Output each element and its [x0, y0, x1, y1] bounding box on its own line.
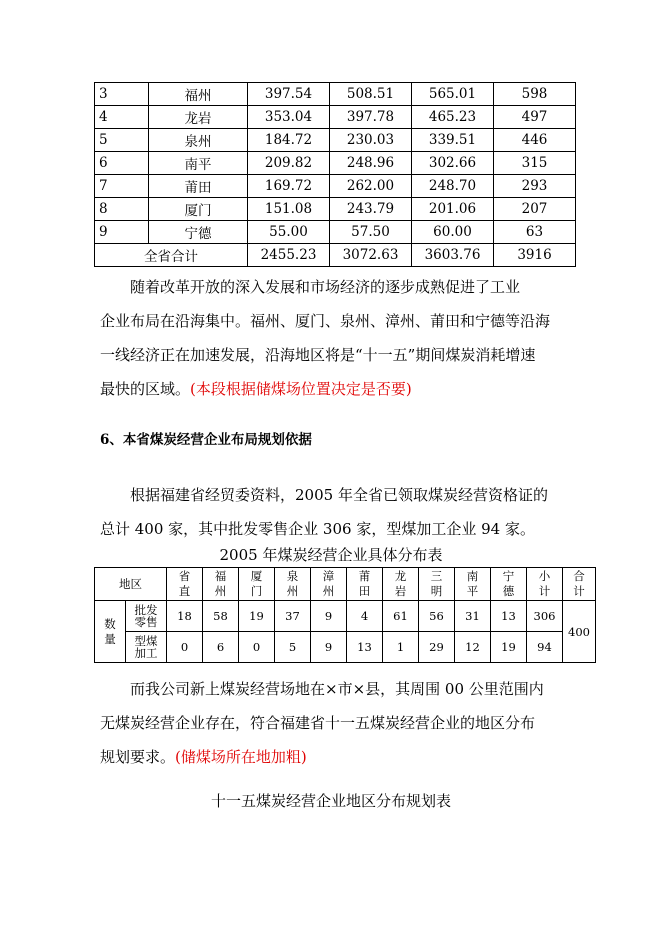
value-cell: 262.00 [330, 175, 412, 198]
total-value: 3072.63 [330, 244, 412, 267]
value-cell: 57.50 [330, 221, 412, 244]
value-cell: 230.03 [330, 129, 412, 152]
value-cell: 339.51 [412, 129, 494, 152]
subtotal-cell: 94 [527, 632, 563, 663]
text-segment: 最快的区域。 [100, 380, 191, 398]
value-cell: 6 [203, 632, 239, 663]
table-row [95, 83, 576, 106]
value-cell: 31 [455, 601, 491, 632]
value-cell: 12 [455, 632, 491, 663]
city-cell: 南平 [149, 152, 248, 175]
value-cell: 60.00 [412, 221, 494, 244]
total-row [95, 244, 576, 267]
value-cell: 13 [347, 632, 383, 663]
total-value: 2455.23 [248, 244, 330, 267]
value-cell: 397.54 [248, 83, 330, 106]
value-cell: 565.01 [412, 83, 494, 106]
value-cell: 446 [494, 129, 576, 152]
enterprise-distribution-table [94, 567, 596, 663]
region-header: 三明 [430, 569, 443, 598]
value-cell: 353.04 [248, 106, 330, 129]
region-header: 漳州 [322, 569, 335, 598]
text-line [100, 372, 570, 406]
subtotal-cell: 306 [527, 601, 563, 632]
city-cell: 莆田 [149, 175, 248, 198]
city-consumption-table [94, 82, 576, 267]
value-cell: 61 [383, 601, 419, 632]
text-line: 随着改革开放的深入发展和市场经济的逐步成熟促进了工业 [130, 278, 521, 296]
text-line: 企业布局在沿海集中。福州、厦门、泉州、漳州、莆田和宁德等沿海 [100, 312, 551, 330]
value-cell: 293 [494, 175, 576, 198]
rank-cell: 6 [95, 152, 149, 175]
region-label: 地区 [95, 568, 167, 601]
row-label: 型煤加工 [134, 634, 158, 660]
value-cell: 29 [419, 632, 455, 663]
text-line: 总计 400 家，其中批发零售企业 306 家，型煤加工企业 94 家。 [100, 520, 535, 538]
row-label: 批发零售 [134, 603, 158, 629]
region-header: 福州 [214, 569, 227, 598]
region-header: 莆田 [358, 569, 371, 598]
rank-cell: 5 [95, 129, 149, 152]
text-segment: 规划要求。 [100, 748, 176, 766]
value-cell: 315 [494, 152, 576, 175]
table-row [95, 175, 576, 198]
text-line: 根据福建省经贸委资料，2005 年全省已领取煤炭经营资格证的 [130, 486, 548, 504]
region-header: 宁德 [502, 569, 515, 598]
paragraph-enterprise-count [100, 478, 570, 546]
city-cell: 福州 [149, 83, 248, 106]
rank-cell: 8 [95, 198, 149, 221]
city-cell: 厦门 [149, 198, 248, 221]
quantity-label: 数量 [104, 616, 116, 646]
value-cell: 243.79 [330, 198, 412, 221]
red-note: (本段根据储煤场位置决定是否要) [190, 380, 412, 398]
value-cell: 1 [383, 632, 419, 663]
value-cell: 13 [491, 601, 527, 632]
region-header: 厦门 [250, 569, 263, 598]
value-cell: 302.66 [412, 152, 494, 175]
value-cell: 0 [167, 632, 203, 663]
city-cell: 泉州 [149, 129, 248, 152]
value-cell: 55.00 [248, 221, 330, 244]
value-cell: 56 [419, 601, 455, 632]
region-header: 泉州 [286, 569, 299, 598]
city-cell: 龙岩 [149, 106, 248, 129]
table-row [95, 221, 576, 244]
value-cell: 19 [491, 632, 527, 663]
value-cell: 598 [494, 83, 576, 106]
value-cell: 19 [239, 601, 275, 632]
value-cell: 37 [275, 601, 311, 632]
table-row [95, 129, 576, 152]
rank-cell: 9 [95, 221, 149, 244]
value-cell: 18 [167, 601, 203, 632]
value-cell: 169.72 [248, 175, 330, 198]
value-cell: 397.78 [330, 106, 412, 129]
table-row [95, 601, 596, 632]
plan-table-caption: 十一五煤炭经营企业地区分布规划表 [210, 792, 451, 810]
text-line: 一线经济正在加速发展，沿海地区将是“十一五”期间煤炭消耗增速 [100, 346, 536, 364]
city-cell: 宁德 [149, 221, 248, 244]
text-line: 无煤炭经营企业存在，符合福建省十一五煤炭经营企业的地区分布 [100, 714, 536, 732]
value-cell: 465.23 [412, 106, 494, 129]
total-value: 3916 [494, 244, 576, 267]
paragraph-site-compliance [100, 672, 570, 774]
value-cell: 5 [275, 632, 311, 663]
table-row [95, 632, 596, 663]
total-label: 全省合计 [95, 244, 248, 267]
value-cell: 4 [347, 601, 383, 632]
total-value: 3603.76 [412, 244, 494, 267]
region-header: 合计 [573, 569, 585, 598]
table-row [95, 152, 576, 175]
value-cell: 207 [494, 198, 576, 221]
text-line: 而我公司新上煤炭经营场地在×市×县，其周围 00 公里范围内 [130, 680, 544, 698]
value-cell: 201.06 [412, 198, 494, 221]
text-line [100, 740, 570, 774]
value-cell: 248.70 [412, 175, 494, 198]
table-row [95, 106, 576, 129]
table-caption: 2005 年煤炭经营企业具体分布表 [219, 546, 443, 564]
header-row [95, 568, 596, 601]
value-cell: 508.51 [330, 83, 412, 106]
section-heading: 6、本省煤炭经营企业布局规划依据 [100, 432, 312, 448]
value-cell: 9 [311, 632, 347, 663]
value-cell: 184.72 [248, 129, 330, 152]
red-note: (储煤场所在地加粗) [175, 748, 307, 766]
region-header: 省直 [178, 569, 191, 598]
value-cell: 63 [494, 221, 576, 244]
value-cell: 209.82 [248, 152, 330, 175]
value-cell: 248.96 [330, 152, 412, 175]
value-cell: 58 [203, 601, 239, 632]
rank-cell: 3 [95, 83, 149, 106]
rank-cell: 4 [95, 106, 149, 129]
paragraph-coastal-layout [100, 270, 570, 406]
value-cell: 9 [311, 601, 347, 632]
table-row [95, 198, 576, 221]
value-cell: 0 [239, 632, 275, 663]
region-header: 南平 [466, 569, 479, 598]
grand-total-cell: 400 [563, 601, 596, 663]
value-cell: 151.08 [248, 198, 330, 221]
value-cell: 497 [494, 106, 576, 129]
region-header: 龙岩 [394, 569, 407, 598]
region-header: 小计 [538, 569, 551, 598]
rank-cell: 7 [95, 175, 149, 198]
